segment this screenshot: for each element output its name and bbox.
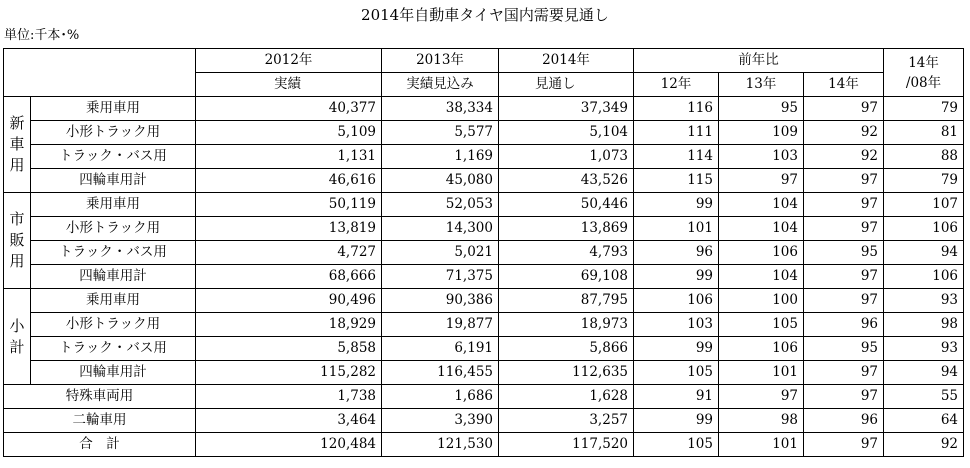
value-cell: 1,169: [382, 145, 499, 169]
value-cell: 106: [884, 217, 964, 241]
table-row: [4, 169, 964, 193]
value-cell: 106: [884, 265, 964, 289]
row-label: 特殊車両用: [4, 385, 196, 409]
value-cell: 106: [634, 289, 719, 313]
value-cell: 38,334: [382, 97, 499, 121]
value-cell: 112,635: [499, 361, 634, 385]
value-cell: 68,666: [196, 265, 382, 289]
value-cell: 64: [884, 409, 964, 433]
row-label: トラック・バス用: [31, 337, 196, 361]
table-row: [4, 361, 964, 385]
header-corner: [4, 49, 196, 97]
value-cell: 69,108: [499, 265, 634, 289]
table-row: [4, 217, 964, 241]
value-cell: 100: [719, 289, 804, 313]
header-2014: 2014年: [499, 49, 634, 73]
header-2013: 2013年: [382, 49, 499, 73]
group-label-char: 市: [9, 210, 25, 228]
value-cell: 3,257: [499, 409, 634, 433]
value-cell: 1,628: [499, 385, 634, 409]
header-r12: 12年: [634, 73, 719, 97]
value-cell: 92: [804, 121, 884, 145]
value-cell: 97: [804, 385, 884, 409]
group-label-char: 小: [9, 316, 25, 335]
value-cell: 114: [634, 145, 719, 169]
unit-label: 単位:千本･%: [4, 28, 80, 43]
value-cell: 3,464: [196, 409, 382, 433]
value-cell: 5,866: [499, 337, 634, 361]
group-label: [4, 289, 31, 385]
table-row: [4, 409, 964, 433]
header-row-1: [4, 49, 964, 73]
value-cell: 117,520: [499, 433, 634, 457]
value-cell: 106: [719, 337, 804, 361]
value-cell: 97: [804, 217, 884, 241]
header-sub-2012: 実績: [196, 73, 382, 97]
value-cell: 5,109: [196, 121, 382, 145]
value-cell: 1,073: [499, 145, 634, 169]
value-cell: 13,869: [499, 217, 634, 241]
header-sub-2013: 実績見込み: [382, 73, 499, 97]
value-cell: 116: [634, 97, 719, 121]
value-cell: 96: [804, 313, 884, 337]
value-cell: 104: [719, 193, 804, 217]
value-cell: 101: [634, 217, 719, 241]
header-r14: 14年: [804, 73, 884, 97]
table-row: [4, 97, 964, 121]
row-label: 四輪車用計: [31, 361, 196, 385]
row-label: 合 計: [4, 433, 196, 457]
value-cell: 3,390: [382, 409, 499, 433]
value-cell: 106: [719, 241, 804, 265]
value-cell: 79: [884, 97, 964, 121]
value-cell: 101: [719, 433, 804, 457]
value-cell: 4,727: [196, 241, 382, 265]
row-label: 小形トラック用: [31, 217, 196, 241]
value-cell: 6,191: [382, 337, 499, 361]
value-cell: 97: [804, 361, 884, 385]
table-row: [4, 385, 964, 409]
value-cell: 115,282: [196, 361, 382, 385]
group-label-char: 新: [9, 114, 25, 132]
value-cell: 46,616: [196, 169, 382, 193]
value-cell: 105: [634, 433, 719, 457]
value-cell: 18,929: [196, 313, 382, 337]
value-cell: 94: [884, 361, 964, 385]
table-row: [4, 337, 964, 361]
group-label-char: 車: [9, 135, 25, 153]
value-cell: 105: [719, 313, 804, 337]
value-cell: 99: [634, 265, 719, 289]
value-cell: 97: [804, 289, 884, 313]
value-cell: 97: [804, 193, 884, 217]
row-label: 四輪車用計: [31, 169, 196, 193]
value-cell: 104: [719, 265, 804, 289]
value-cell: 95: [719, 97, 804, 121]
table-row: [4, 145, 964, 169]
group-label-char: 用: [9, 252, 25, 270]
value-cell: 45,080: [382, 169, 499, 193]
row-label: 小形トラック用: [31, 121, 196, 145]
table-row: [4, 313, 964, 337]
row-label: 四輪車用計: [31, 265, 196, 289]
value-cell: 40,377: [196, 97, 382, 121]
value-cell: 5,104: [499, 121, 634, 145]
value-cell: 55: [884, 385, 964, 409]
value-cell: 92: [884, 433, 964, 457]
value-cell: 5,577: [382, 121, 499, 145]
value-cell: 96: [634, 241, 719, 265]
group-label-char: 用: [9, 156, 25, 174]
value-cell: 1,131: [196, 145, 382, 169]
value-cell: 103: [634, 313, 719, 337]
value-cell: 97: [804, 265, 884, 289]
table-row: [4, 265, 964, 289]
value-cell: 120,484: [196, 433, 382, 457]
value-cell: 13,819: [196, 217, 382, 241]
header-14-08-line2: /08年: [905, 74, 942, 91]
group-label: [4, 193, 31, 289]
value-cell: 94: [884, 241, 964, 265]
value-cell: 97: [804, 169, 884, 193]
value-cell: 19,877: [382, 313, 499, 337]
value-cell: 87,795: [499, 289, 634, 313]
value-cell: 121,530: [382, 433, 499, 457]
value-cell: 5,858: [196, 337, 382, 361]
row-label: トラック・バス用: [31, 241, 196, 265]
page-title: 2014年自動車タイヤ国内需要見通し: [361, 6, 609, 24]
table-row: [4, 193, 964, 217]
header-r13: 13年: [719, 73, 804, 97]
value-cell: 90,496: [196, 289, 382, 313]
group-label-char: 販: [9, 231, 25, 249]
value-cell: 97: [804, 97, 884, 121]
value-cell: 103: [719, 145, 804, 169]
header-sub-2014: 見通し: [499, 73, 634, 97]
header-ratio: 前年比: [634, 49, 884, 73]
value-cell: 98: [719, 409, 804, 433]
table-row: [4, 121, 964, 145]
value-cell: 43,526: [499, 169, 634, 193]
header-2012: 2012年: [196, 49, 382, 73]
value-cell: 95: [804, 241, 884, 265]
value-cell: 4,793: [499, 241, 634, 265]
value-cell: 115: [634, 169, 719, 193]
value-cell: 50,119: [196, 193, 382, 217]
value-cell: 91: [634, 385, 719, 409]
demand-table: [3, 48, 964, 457]
row-label: トラック・バス用: [31, 145, 196, 169]
value-cell: 18,973: [499, 313, 634, 337]
group-label: [4, 97, 31, 193]
value-cell: 99: [634, 193, 719, 217]
value-cell: 111: [634, 121, 719, 145]
value-cell: 88: [884, 145, 964, 169]
table-row: [4, 241, 964, 265]
row-label: 乗用車用: [31, 289, 196, 313]
value-cell: 99: [634, 337, 719, 361]
value-cell: 71,375: [382, 265, 499, 289]
header-14-08: [884, 49, 964, 97]
value-cell: 97: [719, 385, 804, 409]
value-cell: 81: [884, 121, 964, 145]
value-cell: 97: [804, 433, 884, 457]
value-cell: 5,021: [382, 241, 499, 265]
value-cell: 93: [884, 337, 964, 361]
value-cell: 50,446: [499, 193, 634, 217]
table-row: [4, 289, 964, 313]
value-cell: 1,686: [382, 385, 499, 409]
value-cell: 101: [719, 361, 804, 385]
value-cell: 14,300: [382, 217, 499, 241]
value-cell: 98: [884, 313, 964, 337]
row-label: 小形トラック用: [31, 313, 196, 337]
value-cell: 116,455: [382, 361, 499, 385]
row-label: 二輪車用: [4, 409, 196, 433]
value-cell: 97: [719, 169, 804, 193]
value-cell: 95: [804, 337, 884, 361]
value-cell: 93: [884, 289, 964, 313]
group-label-char: 計: [9, 337, 25, 356]
value-cell: 105: [634, 361, 719, 385]
value-cell: 90,386: [382, 289, 499, 313]
value-cell: 109: [719, 121, 804, 145]
value-cell: 1,738: [196, 385, 382, 409]
row-label: 乗用車用: [31, 97, 196, 121]
value-cell: 99: [634, 409, 719, 433]
row-label: 乗用車用: [31, 193, 196, 217]
value-cell: 37,349: [499, 97, 634, 121]
value-cell: 104: [719, 217, 804, 241]
value-cell: 79: [884, 169, 964, 193]
table-row: [4, 433, 964, 457]
value-cell: 92: [804, 145, 884, 169]
value-cell: 52,053: [382, 193, 499, 217]
value-cell: 96: [804, 409, 884, 433]
header-14-08-line1: 14年: [908, 54, 939, 71]
value-cell: 107: [884, 193, 964, 217]
